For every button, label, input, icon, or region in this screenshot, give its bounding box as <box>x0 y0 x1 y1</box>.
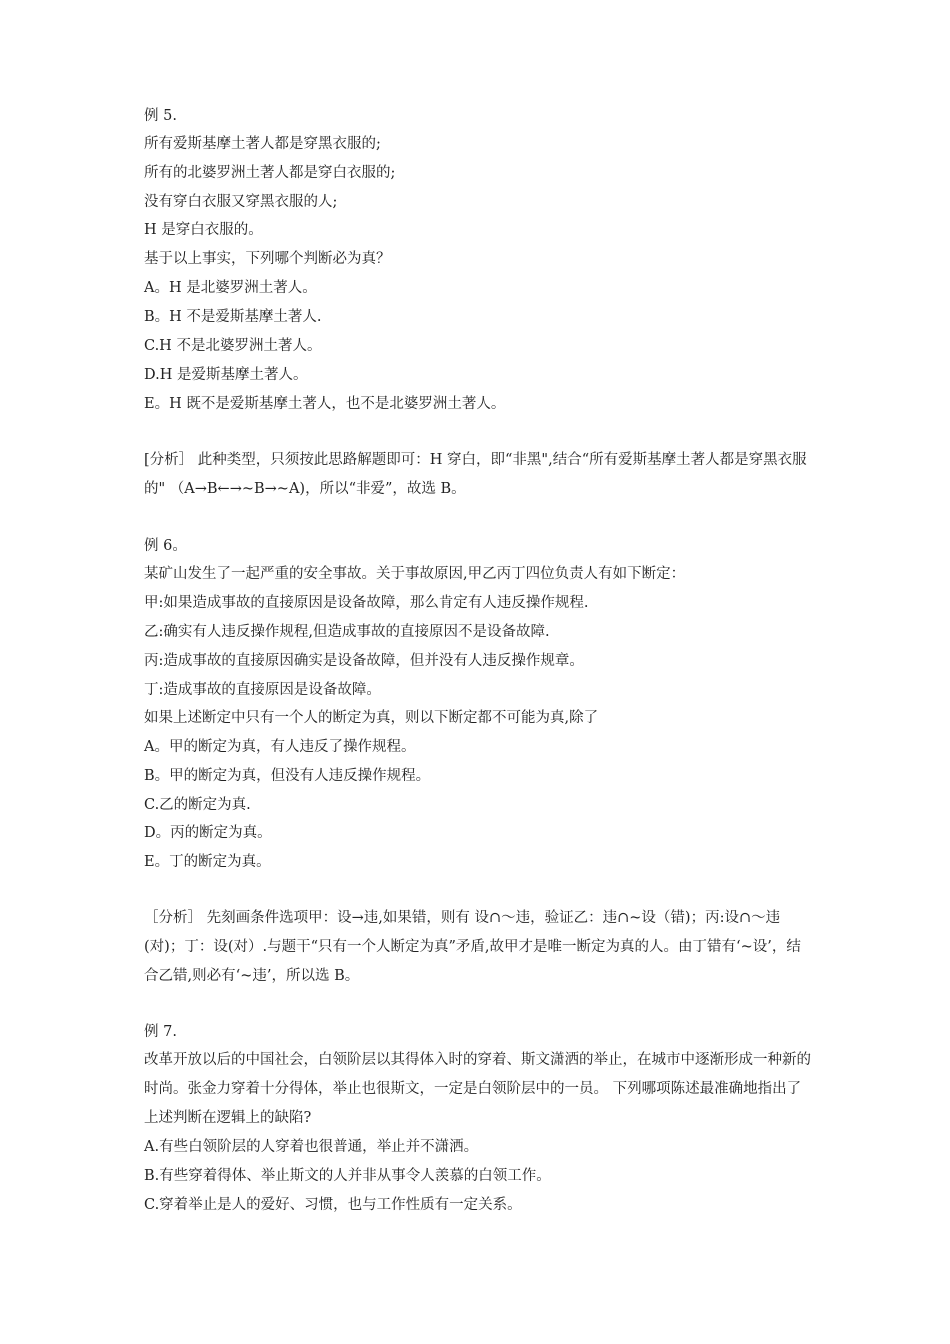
ex6-line-2: 甲:如果造成事故的直接原因是设备故障，那么肯定有人违反操作规程. <box>144 595 589 611</box>
ex7-stem: 改革开放以后的中国社会，白领阶层以其得体入时的穿着、斯文潇洒的举止，在城市中逐渐形成一种新的时尚。张金力穿着十分得体，举止也很斯文，一定是白领阶层中的一员。 下列哪项陈述最准确地指出了上述判断在逻辑上的缺陷? <box>144 1052 811 1126</box>
ex5-option-a: A。H 是北婆罗洲土著人。 <box>144 280 317 296</box>
ex6-line-3: 乙:确实有人违反操作规程,但造成事故的直接原因不是设备故障. <box>144 624 550 640</box>
ex6-option-d: D。丙的断定为真。 <box>144 825 272 841</box>
ex7-title: 例 7. <box>144 1024 177 1040</box>
ex5-question: 基于以上事实，下列哪个判断必为真？ <box>144 251 391 267</box>
ex6-title: 例 6。 <box>144 538 187 554</box>
ex5-line-3: 没有穿白衣服又穿黑衣服的人; <box>144 194 338 210</box>
ex6-option-e: E。丁的断定为真。 <box>144 854 271 870</box>
ex5-option-c: C.H 不是北婆罗洲土著人。 <box>144 338 322 354</box>
ex7-option-b: B.有些穿着得体、举止斯文的人并非从事令人羡慕的白领工作。 <box>144 1168 551 1184</box>
ex5-line-2: 所有的北婆罗洲土著人都是穿白衣服的; <box>144 165 396 181</box>
ex7-option-a: A.有些白领阶层的人穿着也很普通，举止并不潇洒。 <box>144 1139 479 1155</box>
ex5-title: 例 5. <box>144 108 177 124</box>
ex6-option-b: B。甲的断定为真，但没有人违反操作规程。 <box>144 768 431 784</box>
ex5-analysis: [分析］ 此种类型，只须按此思路解题即可：H 穿白，即“非黑",结合“所有爱斯基摩土著人都是穿黑衣服的" （A→B←→~B→~A)，所以“非爱”，故选 B。 <box>144 452 807 497</box>
ex5-line-1: 所有爱斯基摩土著人都是穿黑衣服的; <box>144 136 381 152</box>
ex6-question: 如果上述断定中只有一个人的断定为真，则以下断定都不可能为真,除了 <box>144 710 599 726</box>
ex6-line-4: 丙:造成事故的直接原因确实是设备故障，但并没有人违反操作规章。 <box>144 653 584 669</box>
ex6-option-a: A。甲的断定为真，有人违反了操作规程。 <box>144 739 416 755</box>
ex6-line-1: 某矿山发生了一起严重的安全事故。关于事故原因,甲乙丙丁四位负责人有如下断定： <box>144 566 686 582</box>
ex7-option-c: C.穿着举止是人的爱好、习惯，也与工作性质有一定关系。 <box>144 1197 522 1213</box>
ex5-option-b: B。H 不是爱斯基摩土著人. <box>144 309 322 325</box>
ex6-line-5: 丁:造成事故的直接原因是设备故障。 <box>144 682 381 698</box>
ex5-option-e: E。H 既不是爱斯基摩土著人，也不是北婆罗洲土著人。 <box>144 396 506 412</box>
ex6-option-c: C.乙的断定为真. <box>144 797 251 813</box>
ex5-line-4: H 是穿白衣服的。 <box>144 222 263 238</box>
ex5-option-d: D.H 是爱斯基摩土著人。 <box>144 367 308 383</box>
ex6-analysis: ［分析］ 先刻画条件选项甲：设→违,如果错，则有 设∩～违，验证乙：违∩~设（错)；丙:设∩～违(对)；丁：设(对）.与题干“只有一个人断定为真”矛盾,故甲才是唯一断定为真的人。由丁错有‘~设’，结合乙错,则必有‘~违’，所以选 B。 <box>144 910 801 984</box>
